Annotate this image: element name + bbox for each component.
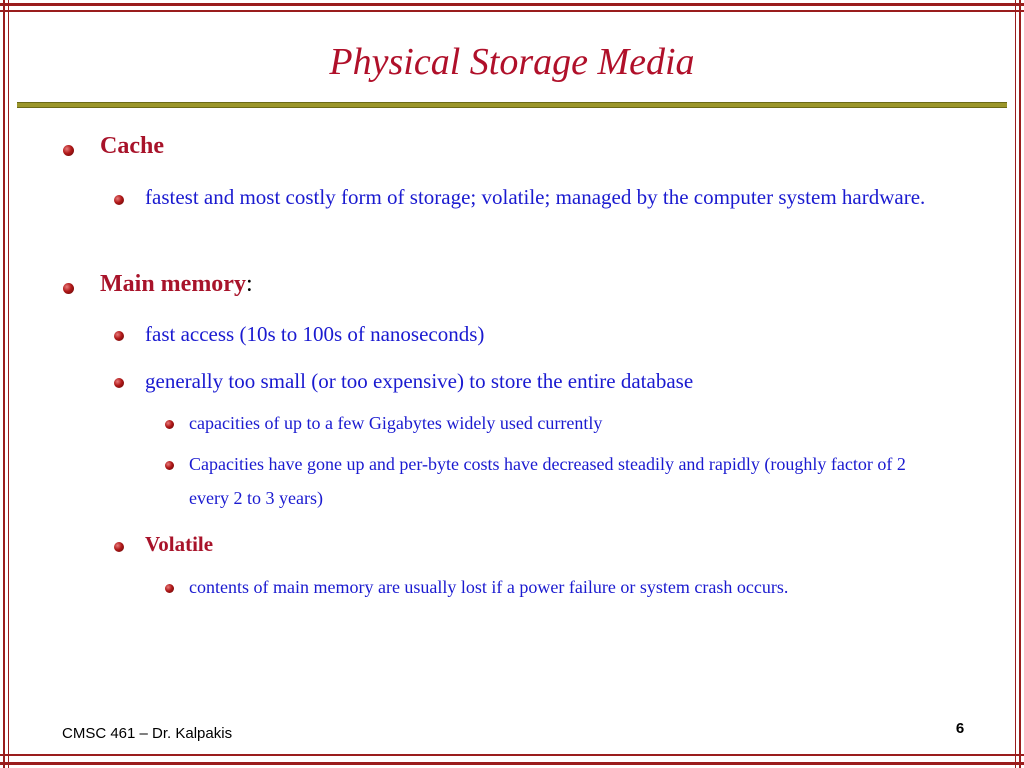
bullet-heading-volatile: Volatile [145, 532, 214, 556]
bullet-marker-icon [114, 331, 124, 341]
bullet-marker-icon [165, 420, 174, 429]
slide-title: Physical Storage Media [329, 41, 695, 83]
bullet-heading-main-memory [100, 271, 253, 298]
bullet-text: capacities of up to a few Gigabytes widely used currently [189, 413, 603, 433]
bullet-text: fast access (10s to 100s of nanoseconds) [145, 322, 485, 346]
bullet-text: Capacities have gone up and per-byte costs have decreased steadily and rapidly (roughly factor of 2 every 2 to 3 years) [189, 454, 906, 508]
page-number: 6 [955, 720, 965, 737]
bullet-marker-icon [63, 283, 74, 294]
bullet-text: contents of main memory are usually lost if a power failure or system crash occurs. [189, 577, 789, 597]
bullet-marker-icon [165, 461, 174, 470]
bullet-marker-icon [165, 584, 174, 593]
bullet-text: generally too small (or too expensive) to store the entire database [145, 369, 694, 393]
heading-colon: : [245, 271, 253, 297]
bullet-marker-icon [114, 378, 124, 388]
bullet-marker-icon [63, 145, 74, 156]
bullet-text: fastest and most costly form of storage; volatile; managed by the computer system hardware. [145, 185, 926, 209]
bullet-marker-icon [114, 542, 124, 552]
heading-label: Main memory [100, 271, 246, 297]
footer-course: CMSC 461 – Dr. Kalpakis [62, 725, 233, 742]
bullet-marker-icon [114, 195, 124, 205]
bullet-heading-cache: Cache [100, 133, 164, 159]
